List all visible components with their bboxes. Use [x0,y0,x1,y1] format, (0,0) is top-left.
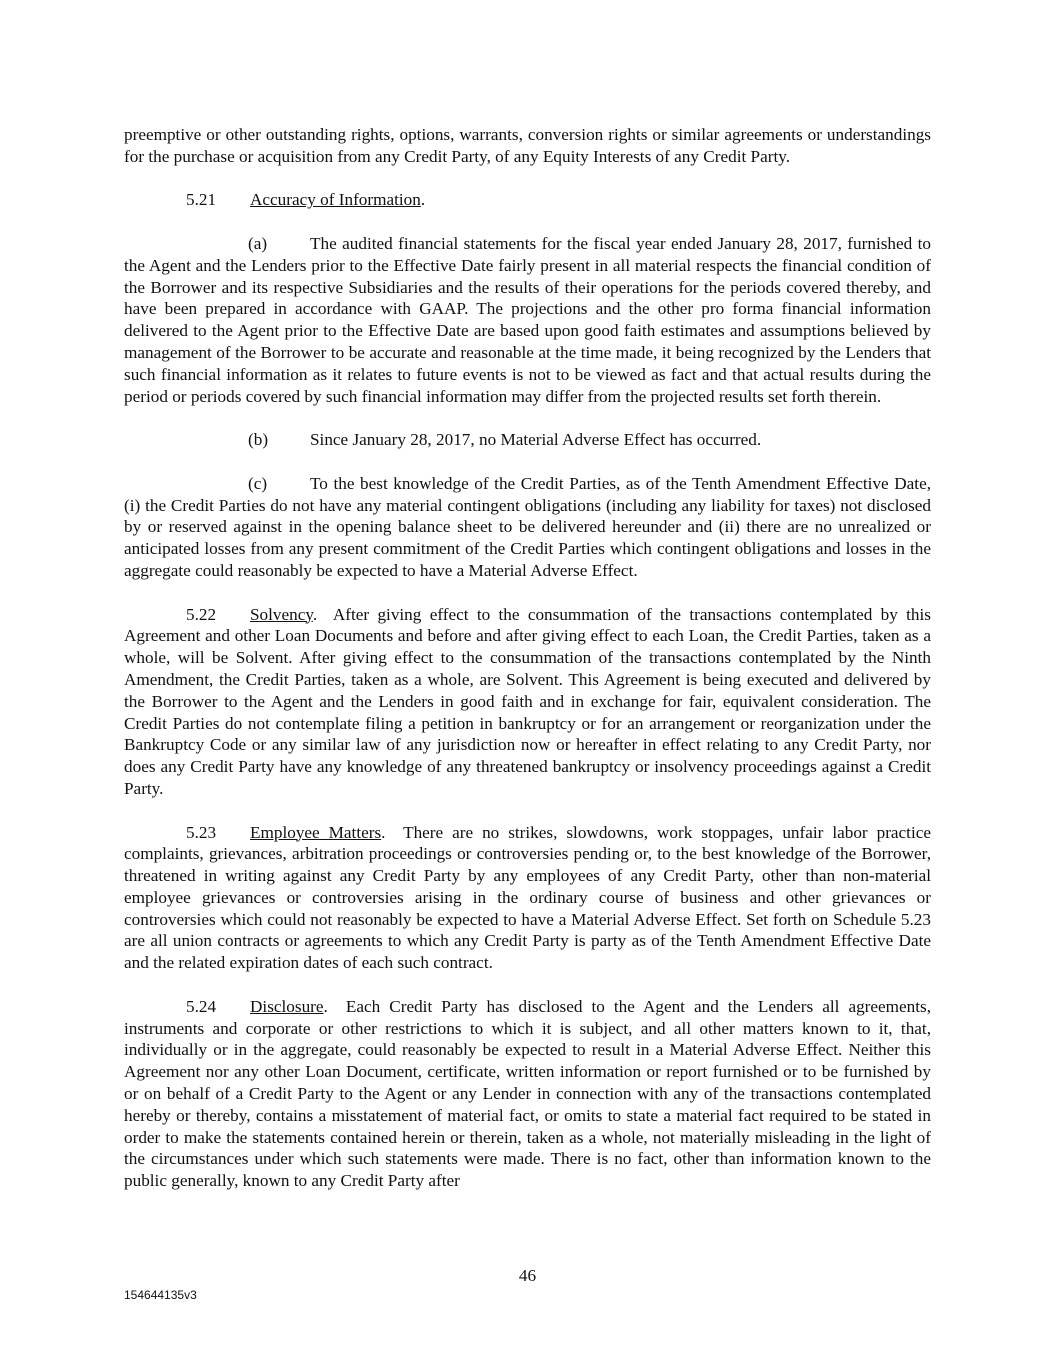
section-5-21-heading: 5.21 Accuracy of Information. [124,189,931,211]
clause-text: Since January 28, 2017, no Material Adverse Effect has occurred. [310,430,762,450]
page-number: 46 [518,1266,537,1285]
section-title: Disclosure [250,996,324,1016]
section-text: Each Credit Party has disclosed to the Agent and the Lenders all agreements, instruments and corporate or other restrictions to which it is subject, and all other matters known to it, that, individually or in the aggregate, could reasonably be expected to result in a Material Adverse Effect. Neither this Agreement nor any other Loan Document, certificate, written information or report furnished or to be furnished by or on behalf of a Credit Party to the Agent or any Lender in connection with any of the transactions contemplated hereby or thereby, contains a misstatement of material fact, or omits to state a material fact required to be stated in order to make the statements contained herein or therein, taken as a whole, not materially misleading in the light of the circumstances under which such statements were made. There is no fact, other than information known to the public generally, known to any Credit Party after [124,996,932,1191]
section-5-22: 5.22 Solvency. After giving effect to the consummation of the transactions contemplated by this Agreement and other Loan Documents and before and after giving effect to each Loan, the Credit Parties, taken as a whole, will be Solvent. After giving effect to the consummation of the transactions contemplated by the Ninth Amendment, the Credit Parties, taken as a whole, are Solvent. This Agreement is being executed and delivered by the Borrower to the Agent and the Lenders in good faith and in exchange for fair, equivalent consideration. The Credit Parties do not contemplate filing a petition in bankruptcy or for an arrangement or reorganization under the Bankruptcy Code or any similar law of any jurisdiction now or hereafter in effect relating to any Credit Party, nor does any Credit Party have any knowledge of any threatened bankruptcy or insolvency proceedings against a Credit Party. [124,604,931,798]
section-number: 5.24 [186,996,217,1016]
section-title: Accuracy of Information [250,190,421,210]
section-title: Employee Matters [250,822,382,842]
section-5-24: 5.24 Disclosure. Each Credit Party has disclosed to the Agent and the Lenders all agreements, instruments and corporate or other restrictions to which it is subject, and all other matters known to it, that, individually or in the aggregate, could reasonably be expected to result in a Material Adverse Effect. Neither this Agreement nor any other Loan Document, certificate, written information or report furnished or to be furnished by or on behalf of a Credit Party to the Agent or any Lender in connection with any of the transactions contemplated hereby or thereby, contains a misstatement of material fact, or omits to state a material fact required to be stated in order to make the statements contained herein or therein, taken as a whole, not materially misleading in the light of the circumstances under which such statements were made. There is no fact, other than information known to the public generally, known to any Credit Party after [124,996,932,1191]
clause-label: (c) [248,473,268,493]
document-id: 154644135v3 [124,1288,197,1302]
section-5-23: 5.23 Employee Matters. There are no strikes, slowdowns, work stoppages, unfair labor practice complaints, grievances, arbitration proceedings or controversies pending or, to the best knowledge of the Borrower, threatened in writing against any Credit Party by any employees of any Credit Party, other than non-material employee grievances or controversies arising in the ordinary course of business and other grievances or controversies which could not reasonably be expected to have a Material Adverse Effect. Set forth on Schedule 5.23 are all union contracts or agreements to which any Credit Party is party as of the Tenth Amendment Effective Date and the related expiration dates of each such contract. [124,822,931,973]
clause-text: The audited financial statements for the fiscal year ended January 28, 2017, furnished to the Agent and the Lenders prior to the Effective Date fairly present in all material respects the financial condition of the Borrower and its respective Subsidiaries and the results of their operations for the periods covered thereby, and have been prepared in accordance with GAAP. The projections and the other pro forma financial information delivered to the Agent prior to the Effective Date are based upon good faith estimates and assumptions believed by management of the Borrower to be accurate and reasonable at the time made, it being recognized by the Lenders that such financial information as it relates to future events is not to be viewed as fact and that actual results during the period or periods covered by such financial information may differ from the projected results set forth therein. [124,233,931,406]
section-5-21-c [124,473,931,582]
section-title: Solvency [250,604,313,624]
section-text: After giving effect to the consummation of the transactions contemplated by this Agreement and other Loan Documents and before and after giving effect to each Loan, the Credit Parties, taken as a whole, will be Solvent. After giving effect to the consummation of the transactions contemplated by the Ninth Amendment, the Credit Parties, taken as a whole, are Solvent. This Agreement is being executed and delivered by the Borrower to the Agent and the Lenders in good faith and in exchange for fair, equivalent consideration. The Credit Parties do not contemplate filing a petition in bankruptcy or for an arrangement or reorganization under the Bankruptcy Code or any similar law of any jurisdiction now or hereafter in effect relating to any Credit Party, nor does any Credit Party have any knowledge of any threatened bankruptcy or insolvency proceedings against a Credit Party. [124,604,931,798]
clause-label: (a) [248,233,268,253]
section-5-21-a [124,233,931,407]
section-text: There are no strikes, slowdowns, work stoppages, unfair labor practice complaints, grievances, arbitration proceedings or controversies pending or, to the best knowledge of the Borrower, threatened in writing against any Credit Party by any employees of any Credit Party, other than non-material employee grievances or controversies arising in the ordinary course of business and other grievances or controversies which could not reasonably be expected to have a Material Adverse Effect. Set forth on Schedule 5.23 are all union contracts or agreements to which any Credit Party is party as of the Tenth Amendment Effective Date and the related expiration dates of each such contract. [124,822,931,973]
section-5-21-b [124,429,931,451]
document-page [124,124,931,1214]
section-number: 5.23 [186,822,217,842]
clause-text: To the best knowledge of the Credit Parties, as of the Tenth Amendment Effective Date, (i) the Credit Parties do not have any material contingent obligations (including any liability for taxes) not disclosed by or reserved against in the opening balance sheet to be delivered hereunder and (ii) there are no unrealized or anticipated losses from any present commitment of the Credit Parties which contingent obligations and losses in the aggregate could reasonably be expected to have a Material Adverse Effect. [124,473,931,580]
clause-label: (b) [248,430,269,450]
section-number: 5.22 [186,604,217,624]
intro-paragraph: preemptive or other outstanding rights, options, warrants, conversion rights or similar agreements or understandings for the purchase or acquisition from any Credit Party, of any Equity Interests of any Credit Party. [124,125,931,166]
section-number: 5.21 [186,190,217,210]
